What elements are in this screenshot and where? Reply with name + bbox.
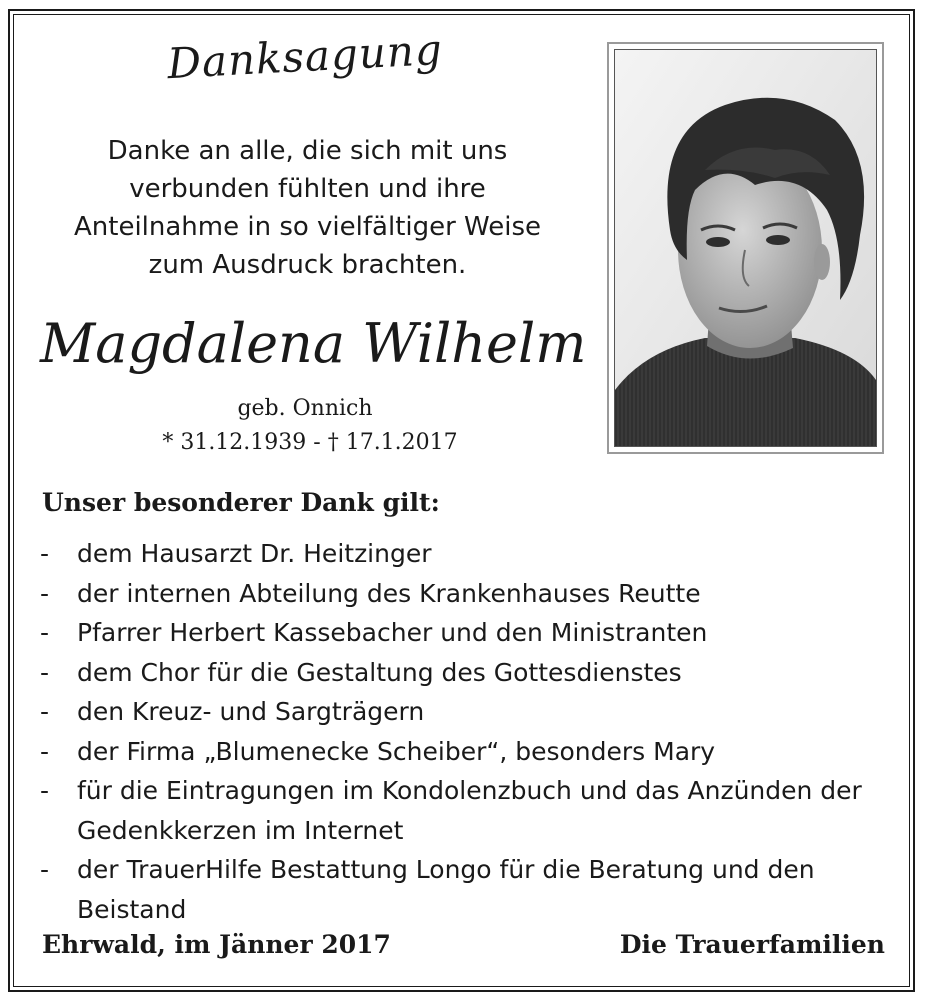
- place-date: Ehrwald, im Jänner 2017: [42, 930, 391, 959]
- list-item: [40, 692, 890, 732]
- list-bullet: -: [40, 618, 50, 647]
- birth-name: geb. Onnich: [237, 396, 373, 421]
- list-bullet: -: [40, 776, 50, 805]
- list-item-text: dem Hausarzt Dr. Heitzinger: [77, 539, 432, 568]
- intro-line: zum Ausdruck brachten.: [148, 250, 467, 280]
- list-item: [40, 574, 890, 614]
- list-item-text: der Firma „Blumenecke Scheiber“, besonders Mary: [77, 736, 716, 766]
- list-item-text: für die Eintragungen im Kondolenzbuch und das Anzünden der Gedenkkerzen im Internet: [77, 776, 862, 845]
- list-bullet: -: [40, 539, 50, 568]
- list-bullet: -: [40, 697, 50, 726]
- thanks-title: Unser besonderer Dank gilt:: [42, 488, 440, 517]
- list-bullet: -: [40, 736, 50, 766]
- heading: Danksagung: [166, 24, 444, 89]
- list-item-text: dem Chor für die Gestaltung des Gottesdienstes: [77, 657, 682, 687]
- list-item-text: den Kreuz- und Sargträgern: [77, 697, 425, 726]
- intro-line: verbunden fühlten und ihre: [129, 174, 486, 204]
- intro-line: Danke an alle, die sich mit uns: [107, 136, 508, 166]
- deceased-name: Magdalena Wilhelm: [40, 312, 587, 375]
- list-bullet: -: [40, 657, 50, 687]
- portrait-illustration: [615, 50, 876, 446]
- list-bullet: -: [40, 855, 50, 884]
- list-item: [40, 534, 890, 574]
- list-item-text: der internen Abteilung des Krankenhauses Reutte: [77, 578, 701, 608]
- thanks-list: [40, 534, 890, 929]
- list-bullet: -: [40, 578, 50, 608]
- signature: Die Trauerfamilien: [619, 930, 885, 959]
- list-item: [40, 613, 890, 653]
- list-item: [40, 732, 890, 772]
- list-item-text: der TrauerHilfe Bestattung Longo für die Beratung und den Beistand: [77, 855, 815, 924]
- list-item-text: Pfarrer Herbert Kassebacher und den Ministranten: [77, 618, 708, 647]
- intro-line: Anteilnahme in so vielfältiger Weise: [73, 212, 542, 242]
- life-dates: * 31.12.1939 - † 17.1.2017: [162, 430, 458, 455]
- portrait-photo: [614, 49, 877, 447]
- intro-text: [30, 132, 585, 284]
- list-item: [40, 771, 890, 850]
- list-item: [40, 850, 890, 929]
- list-item: [40, 653, 890, 693]
- portrait-frame: [607, 42, 884, 454]
